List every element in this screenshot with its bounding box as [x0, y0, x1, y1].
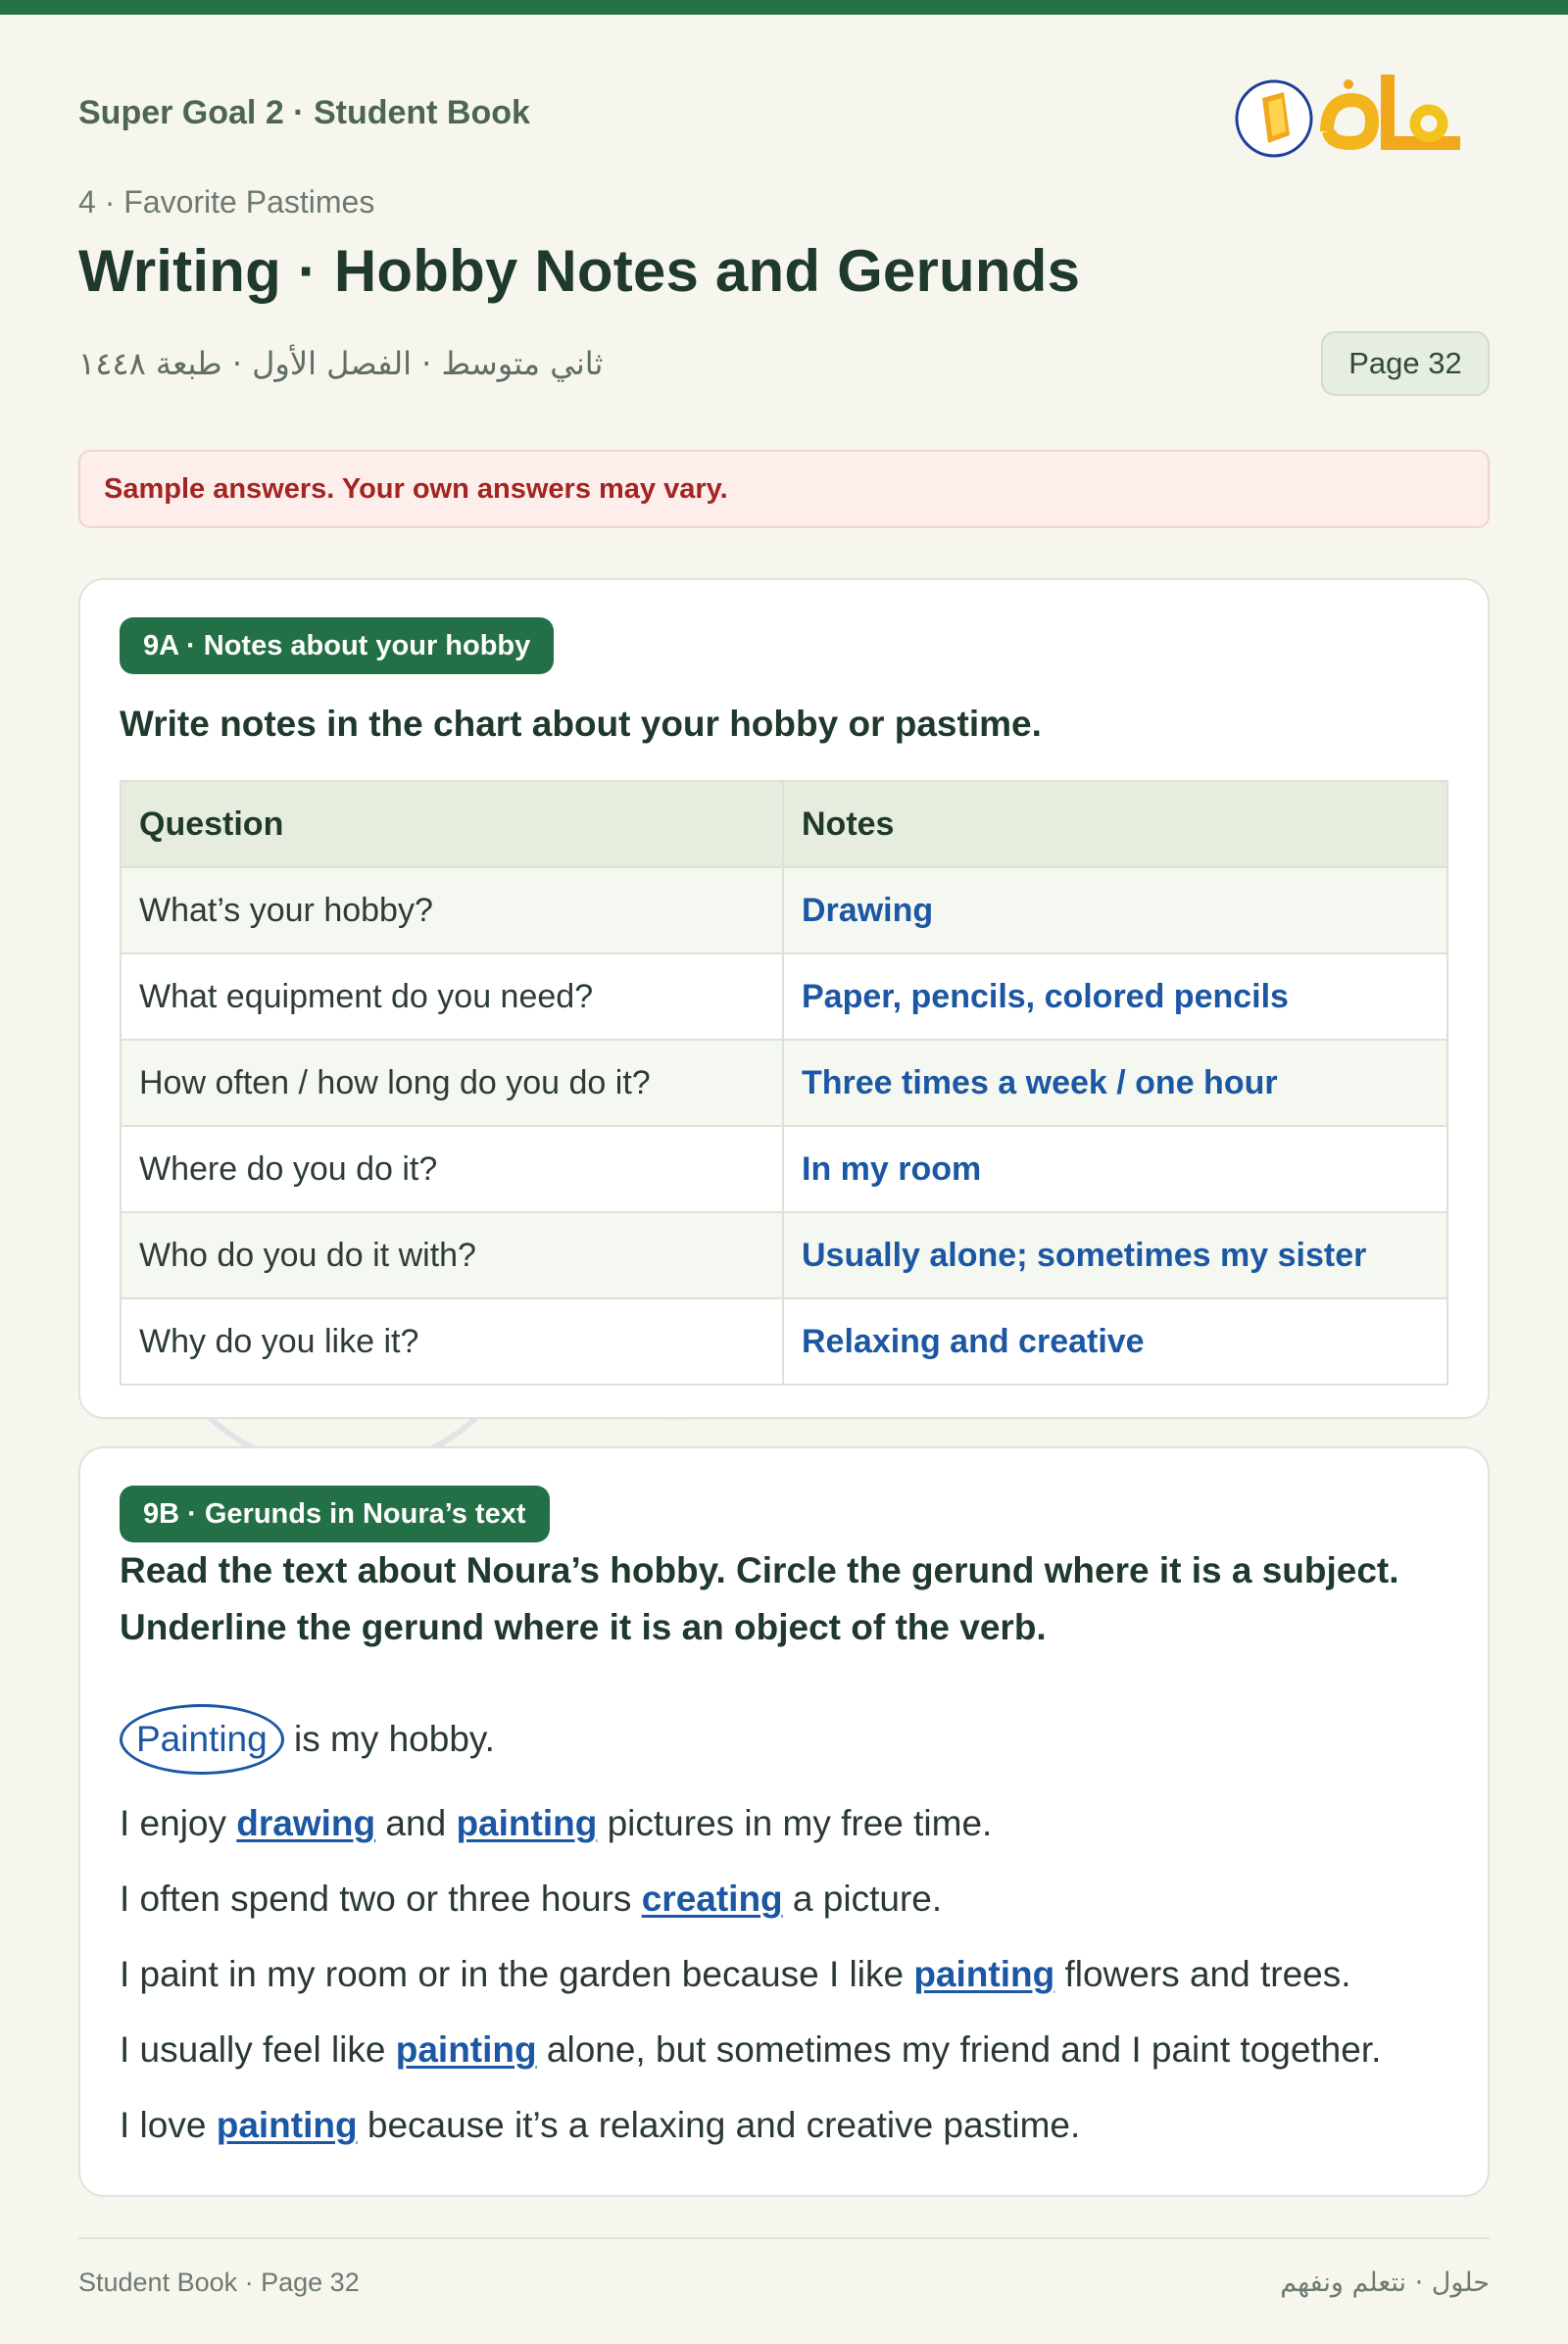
circled-gerund: Painting — [120, 1704, 284, 1775]
section-9a-card — [78, 578, 1490, 1419]
table-row — [121, 1298, 1447, 1385]
column-header-notes: Notes — [783, 781, 1447, 867]
line-text: flowers and trees. — [1054, 1954, 1351, 1994]
line-text: pictures in my free time. — [597, 1803, 993, 1843]
table-row — [121, 1040, 1447, 1126]
section-9a-instruction: Write notes in the chart about your hobby or pastime. — [120, 704, 1042, 744]
line-text: I usually feel like — [120, 2029, 396, 2070]
line-text: I often spend two or three hours — [120, 1879, 642, 1919]
text-line — [120, 1693, 1472, 1785]
top-accent-bar — [0, 0, 1568, 15]
section-9b-tag: 9B · Gerunds in Noura’s text — [120, 1486, 550, 1542]
section-9b-card — [78, 1446, 1490, 2197]
table-row — [121, 953, 1447, 1040]
underlined-gerund: drawing — [236, 1803, 376, 1843]
question-cell: Why do you like it? — [121, 1298, 783, 1385]
question-cell: How often / how long do you do it? — [121, 1040, 783, 1126]
footer-page-label: Student Book · Page 32 — [78, 2268, 360, 2297]
line-text: because it’s a relaxing and creative pastime. — [357, 2105, 1081, 2145]
line-text: I enjoy — [120, 1803, 237, 1843]
underlined-gerund: painting — [456, 1803, 598, 1843]
grade-meta-arabic: ثاني متوسط · الفصل الأول · طبعة ١٤٤٨ — [78, 345, 604, 382]
footer-divider — [78, 2237, 1490, 2239]
answer-cell: Paper, pencils, colored pencils — [783, 953, 1447, 1040]
question-cell: What’s your hobby? — [121, 867, 783, 953]
line-text: is my hobby. — [283, 1719, 495, 1759]
noura-text — [120, 1693, 1472, 2163]
sample-answers-notice: Sample answers. Your own answers may vary. — [78, 450, 1490, 528]
table-header-row — [121, 781, 1447, 867]
text-line — [120, 1785, 1472, 1861]
question-cell: Who do you do it with? — [121, 1212, 783, 1298]
answer-cell: In my room — [783, 1126, 1447, 1212]
underlined-gerund: creating — [641, 1879, 783, 1919]
page-title: Writing · Hobby Notes and Gerunds — [78, 238, 1081, 304]
answer-cell: Drawing — [783, 867, 1447, 953]
underlined-gerund: painting — [395, 2029, 537, 2070]
text-line — [120, 2012, 1472, 2087]
answer-cell: Usually alone; sometimes my sister — [783, 1212, 1447, 1298]
question-cell: What equipment do you need? — [121, 953, 783, 1040]
question-cell: Where do you do it? — [121, 1126, 783, 1212]
table-row — [121, 1126, 1447, 1212]
footer-brand-arabic: حلول · نتعلم ونفهم — [1280, 2268, 1490, 2298]
section-9a-tag: 9A · Notes about your hobby — [120, 617, 554, 674]
table-row — [121, 1212, 1447, 1298]
answer-cell: Three times a week / one hour — [783, 1040, 1447, 1126]
underlined-gerund: painting — [913, 1954, 1055, 1994]
line-text: and — [375, 1803, 457, 1843]
underlined-gerund: painting — [216, 2105, 358, 2145]
book-title: Super Goal 2 · Student Book — [78, 94, 530, 131]
answer-cell: Relaxing and creative — [783, 1298, 1447, 1385]
hulul-logo-icon — [1233, 63, 1488, 171]
unit-label: 4 · Favorite Pastimes — [78, 184, 375, 220]
line-text: a picture. — [782, 1879, 943, 1919]
text-line — [120, 2087, 1472, 2163]
page-number-badge: Page 32 — [1321, 331, 1490, 396]
line-text: I paint in my room or in the garden because I like — [120, 1954, 914, 1994]
hobby-notes-table — [120, 780, 1448, 1386]
text-line — [120, 1936, 1472, 2012]
line-text: alone, but sometimes my friend and I paint together. — [536, 2029, 1382, 2070]
column-header-question: Question — [121, 781, 783, 867]
line-text: I love — [120, 2105, 217, 2145]
section-9b-instruction: Read the text about Noura’s hobby. Circle the gerund where it is a subject. Underline the gerund where it is an object of the verb. — [120, 1550, 1399, 1647]
text-line — [120, 1861, 1472, 1936]
table-row — [121, 867, 1447, 953]
